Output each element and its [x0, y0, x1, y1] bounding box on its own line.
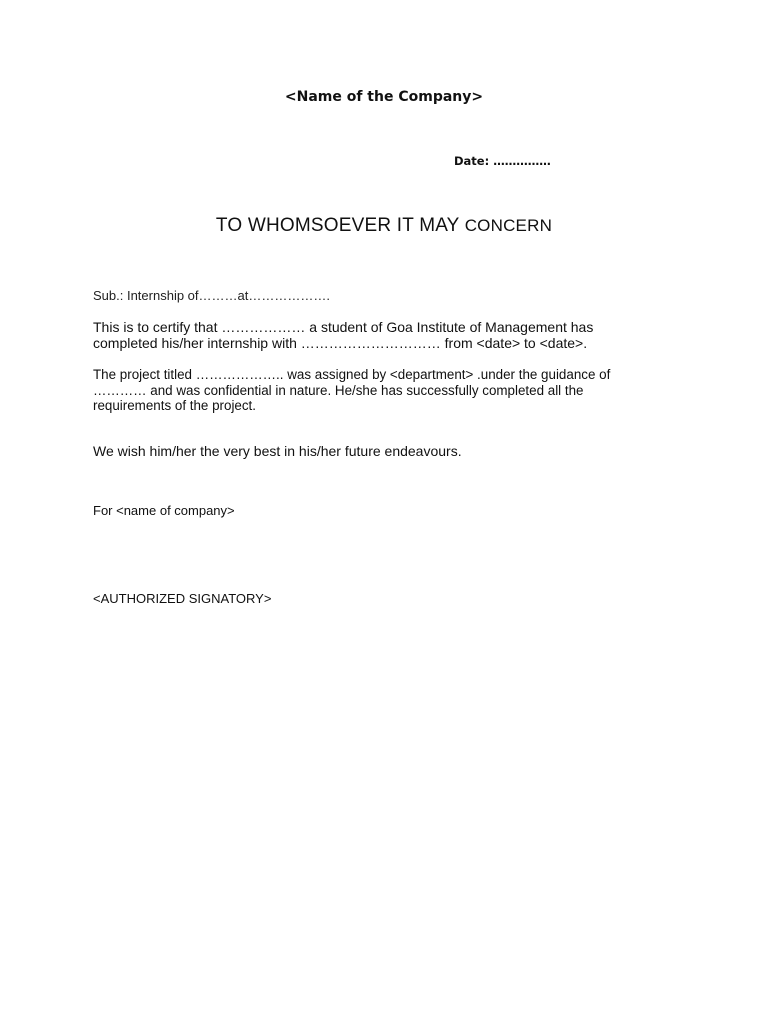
heading-main: TO WHOMSOEVER IT MAY — [215, 215, 465, 236]
date-line: Date: …………… — [454, 154, 551, 168]
letter-heading — [0, 215, 768, 237]
project-paragraph — [93, 367, 653, 414]
certify-line-2: completed his/her internship with ………………………… from <date> to <date>. — [93, 335, 588, 351]
certify-line-1: This is to certify that ……………… a student of Goa Institute of Management has — [93, 319, 594, 335]
heading-tail: CONCERN — [464, 216, 553, 235]
project-line-2: ………… and was confidential in nature. He/she has successfully completed all the — [93, 382, 584, 398]
certify-paragraph — [93, 319, 653, 351]
project-line-3: requirements of the project. — [93, 398, 257, 413]
project-line-1: The project titled ……………….. was assigned by <department> .under the guidance of — [93, 367, 611, 382]
for-company-line: For <name of company> — [93, 503, 235, 518]
authorized-signatory: <AUTHORIZED SIGNATORY> — [93, 591, 272, 606]
wishes-paragraph: We wish him/her the very best in his/her future endeavours. — [93, 443, 462, 459]
subject-line: Sub.: Internship of………at………………. — [93, 288, 330, 303]
company-name: <Name of the Company> — [284, 89, 484, 105]
